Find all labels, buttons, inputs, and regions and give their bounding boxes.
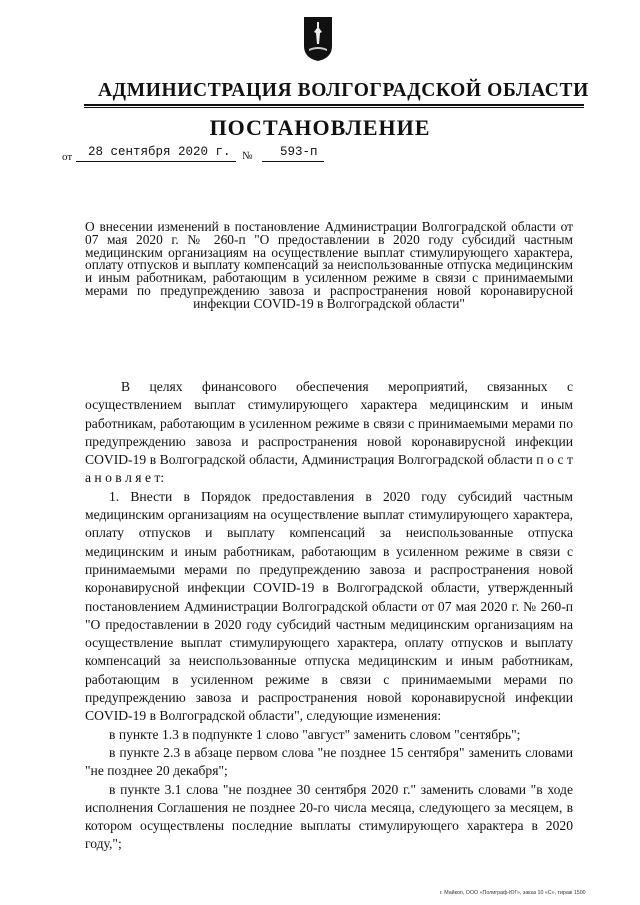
change-paragraph-2: в пункте 2.3 в абзаце первом слова "не позднее 15 сентября" заменить словами "не позднее 20 декабря"; [85,744,573,779]
number-underline [262,161,324,162]
document-type: ПОСТАНОВЛЕНИЕ [209,115,431,140]
header-rule [84,104,584,106]
date-underline [76,161,236,162]
document-date: 28 сентября 2020 г. [88,145,231,159]
document-number: 593-п [280,145,318,159]
change-paragraph-3: в пункте 3.1 слова "не позднее 30 сентября 2020 г." заменить словами "в ходе исполнения Соглашения не позднее 20-го числа месяца, следующего за месяцем, в котором осуществлены последние выплаты стимулирующего характера в 2020 году,"; [85,781,573,852]
header-rule-thin [84,107,584,108]
document-subject: О внесении изменений в постановление Администрации Волгоградской области от 07 мая 2020 г. № 260-п "О предоставлении в 2020 году субсидий частным медицинским организациям на осуществление выплат стимулирующего характера, оплату отпусков и выплату компенсаций за неиспользованные отпуска медицинским и иным работникам, работающим в усиленном режиме в связи с принимаемыми мерами по предупреждению завоза и распространения новой коронавирусной инфекции COVID-19 в Волгоградской области" [85,219,573,311]
coat-of-arms-icon [303,16,333,62]
printer-footer: г. Майкоп, ООО «Полиграф-ЮГ», заказ 10 «С», тираж 1500 [440,890,586,896]
document-body [85,378,573,854]
agency-title: АДМИНИСТРАЦИЯ ВОЛГОГРАДСКОЙ ОБЛАСТИ [98,80,589,101]
change-paragraph-1: в пункте 1.3 в подпункте 1 слово "август" заменить словом "сентябрь"; [109,726,521,742]
item-1-paragraph: 1. Внести в Порядок предоставления в 2020 году субсидий частным медицинским организациям на осуществление выплат стимулирующего характера, оплату отпусков и выплату компенсаций за неиспользованные отпуска медицинским и иным работникам, работающим в усиленном режиме в связи с принимаемыми мерами по предупреждению завоза и распространения новой коронавирусной инфекции COVID-19 в Волгоградской области, утвержденный постановлением Администрации Волгоградской области от 07 мая 2020 г. № 260-п "О предоставлении в 2020 году субсидий частным медицинским организациям на осуществление выплат стимулирующего характера, оплату отпусков и выплату компенсаций за неиспользованные отпуска медицинским и иным работникам, работающим в усиленном режиме в связи с принимаемыми мерами по предупреждению завоза и распространения новой коронавирусной инфекции COVID-19 в Волгоградской области", следующие изменения: [85,488,573,724]
date-prefix: от [62,151,73,163]
preamble-paragraph: В целях финансового обеспечения мероприятий, связанных с осуществлением выплат стимулирующего характера медицинским и иным работникам, работающим в усиленном режиме в связи с принимаемыми мерами по предупреждению завоза и распространения новой коронавирусной инфекции COVID-19 в Волгоградской области, Администрация Волгоградской области п о с т а н о в л я е т: [85,379,573,486]
number-sign: № [242,150,253,162]
